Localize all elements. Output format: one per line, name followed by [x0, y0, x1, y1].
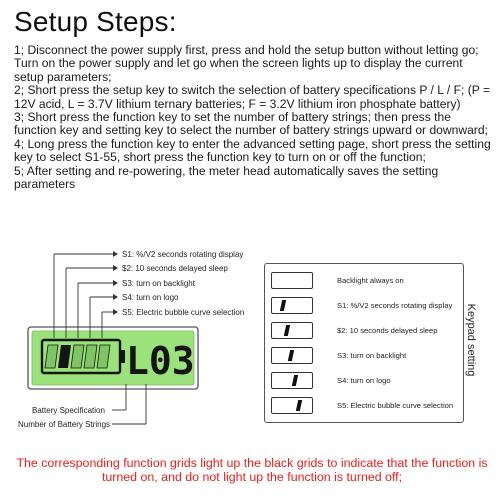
annotation-s2: $2: 10 seconds delayed sleep	[122, 264, 228, 273]
indicator-box	[271, 372, 313, 389]
indicator-box	[271, 297, 313, 314]
leader-arrows	[113, 251, 118, 315]
panel-row-backlight	[271, 270, 461, 290]
annotation-s5: S5: Electric bubble curve selection	[122, 308, 245, 317]
annotation-battery-strings: Number of Battery Strings	[18, 420, 111, 429]
step-1: 1; Disconnect the power supply first, press and hold the setup button without letting go; Turn on the power supply and let go when the screen lights up to display the current setup parameters;	[14, 43, 479, 84]
step-2: 2; Short press the setup key to switch the selection of battery specifications P / L / F; (P = 12V acid, L = 3.7V lithium ternary batteries; F = 3.2V lithium iron phosphate battery)	[14, 83, 491, 111]
panel-label: S5: Electric bubble curve selection	[337, 401, 454, 410]
annotation-s1: S1: %/V2 seconds rotating display	[122, 250, 244, 259]
annotation-s3: S3: turn on backlight	[122, 279, 195, 288]
panel-row-s2	[271, 320, 461, 340]
keypad-setting-text: Keypad setting	[465, 303, 477, 377]
panel-label: S4: turn on logo	[337, 376, 391, 385]
step-3: 3; Short press the function key to set the number of battery strings; then press the function key and setting key to select the number of battery strings upward or downward;	[14, 110, 488, 138]
battery-grids	[45, 345, 110, 368]
battery-tip	[120, 350, 125, 363]
page-title: Setup Steps:	[14, 6, 177, 37]
keypad-settings-panel	[264, 263, 464, 423]
panel-row-s5	[271, 395, 461, 415]
function-grid-note: The corresponding function grids light up the black grids to indicate that the function is turned on, and do not light up the function is turned off;	[16, 456, 488, 484]
panel-row-s4	[271, 370, 461, 390]
indicator-box	[271, 322, 313, 339]
lcd-digits: L03	[126, 339, 195, 383]
panel-row-s1	[271, 295, 461, 315]
panel-label: Backlight always on	[337, 276, 404, 285]
panel-row-s3	[271, 345, 461, 365]
indicator-box	[271, 347, 313, 364]
setup-steps	[14, 44, 492, 191]
panel-label: S1: %/V2 seconds rotating display	[337, 301, 453, 310]
panel-label: $2: 10 seconds delayed sleep	[337, 326, 438, 335]
keypad-setting-label	[460, 285, 482, 395]
indicator-box	[271, 397, 313, 414]
panel-label: S3: turn on backlight	[337, 351, 407, 360]
indicator-box	[271, 272, 313, 289]
annotation-battery-spec: Battery Specification	[32, 406, 105, 415]
annotation-s4: S4: turn on logo	[122, 293, 179, 302]
step-5: 5; After setting and re-powering, the meter head automatically saves the setting parameters	[14, 163, 439, 192]
step-4: 4; Long press the function key to enter the advanced setting page, short press the setting key to select S1-55, short press the function key to turn on or off the function;	[14, 136, 491, 165]
